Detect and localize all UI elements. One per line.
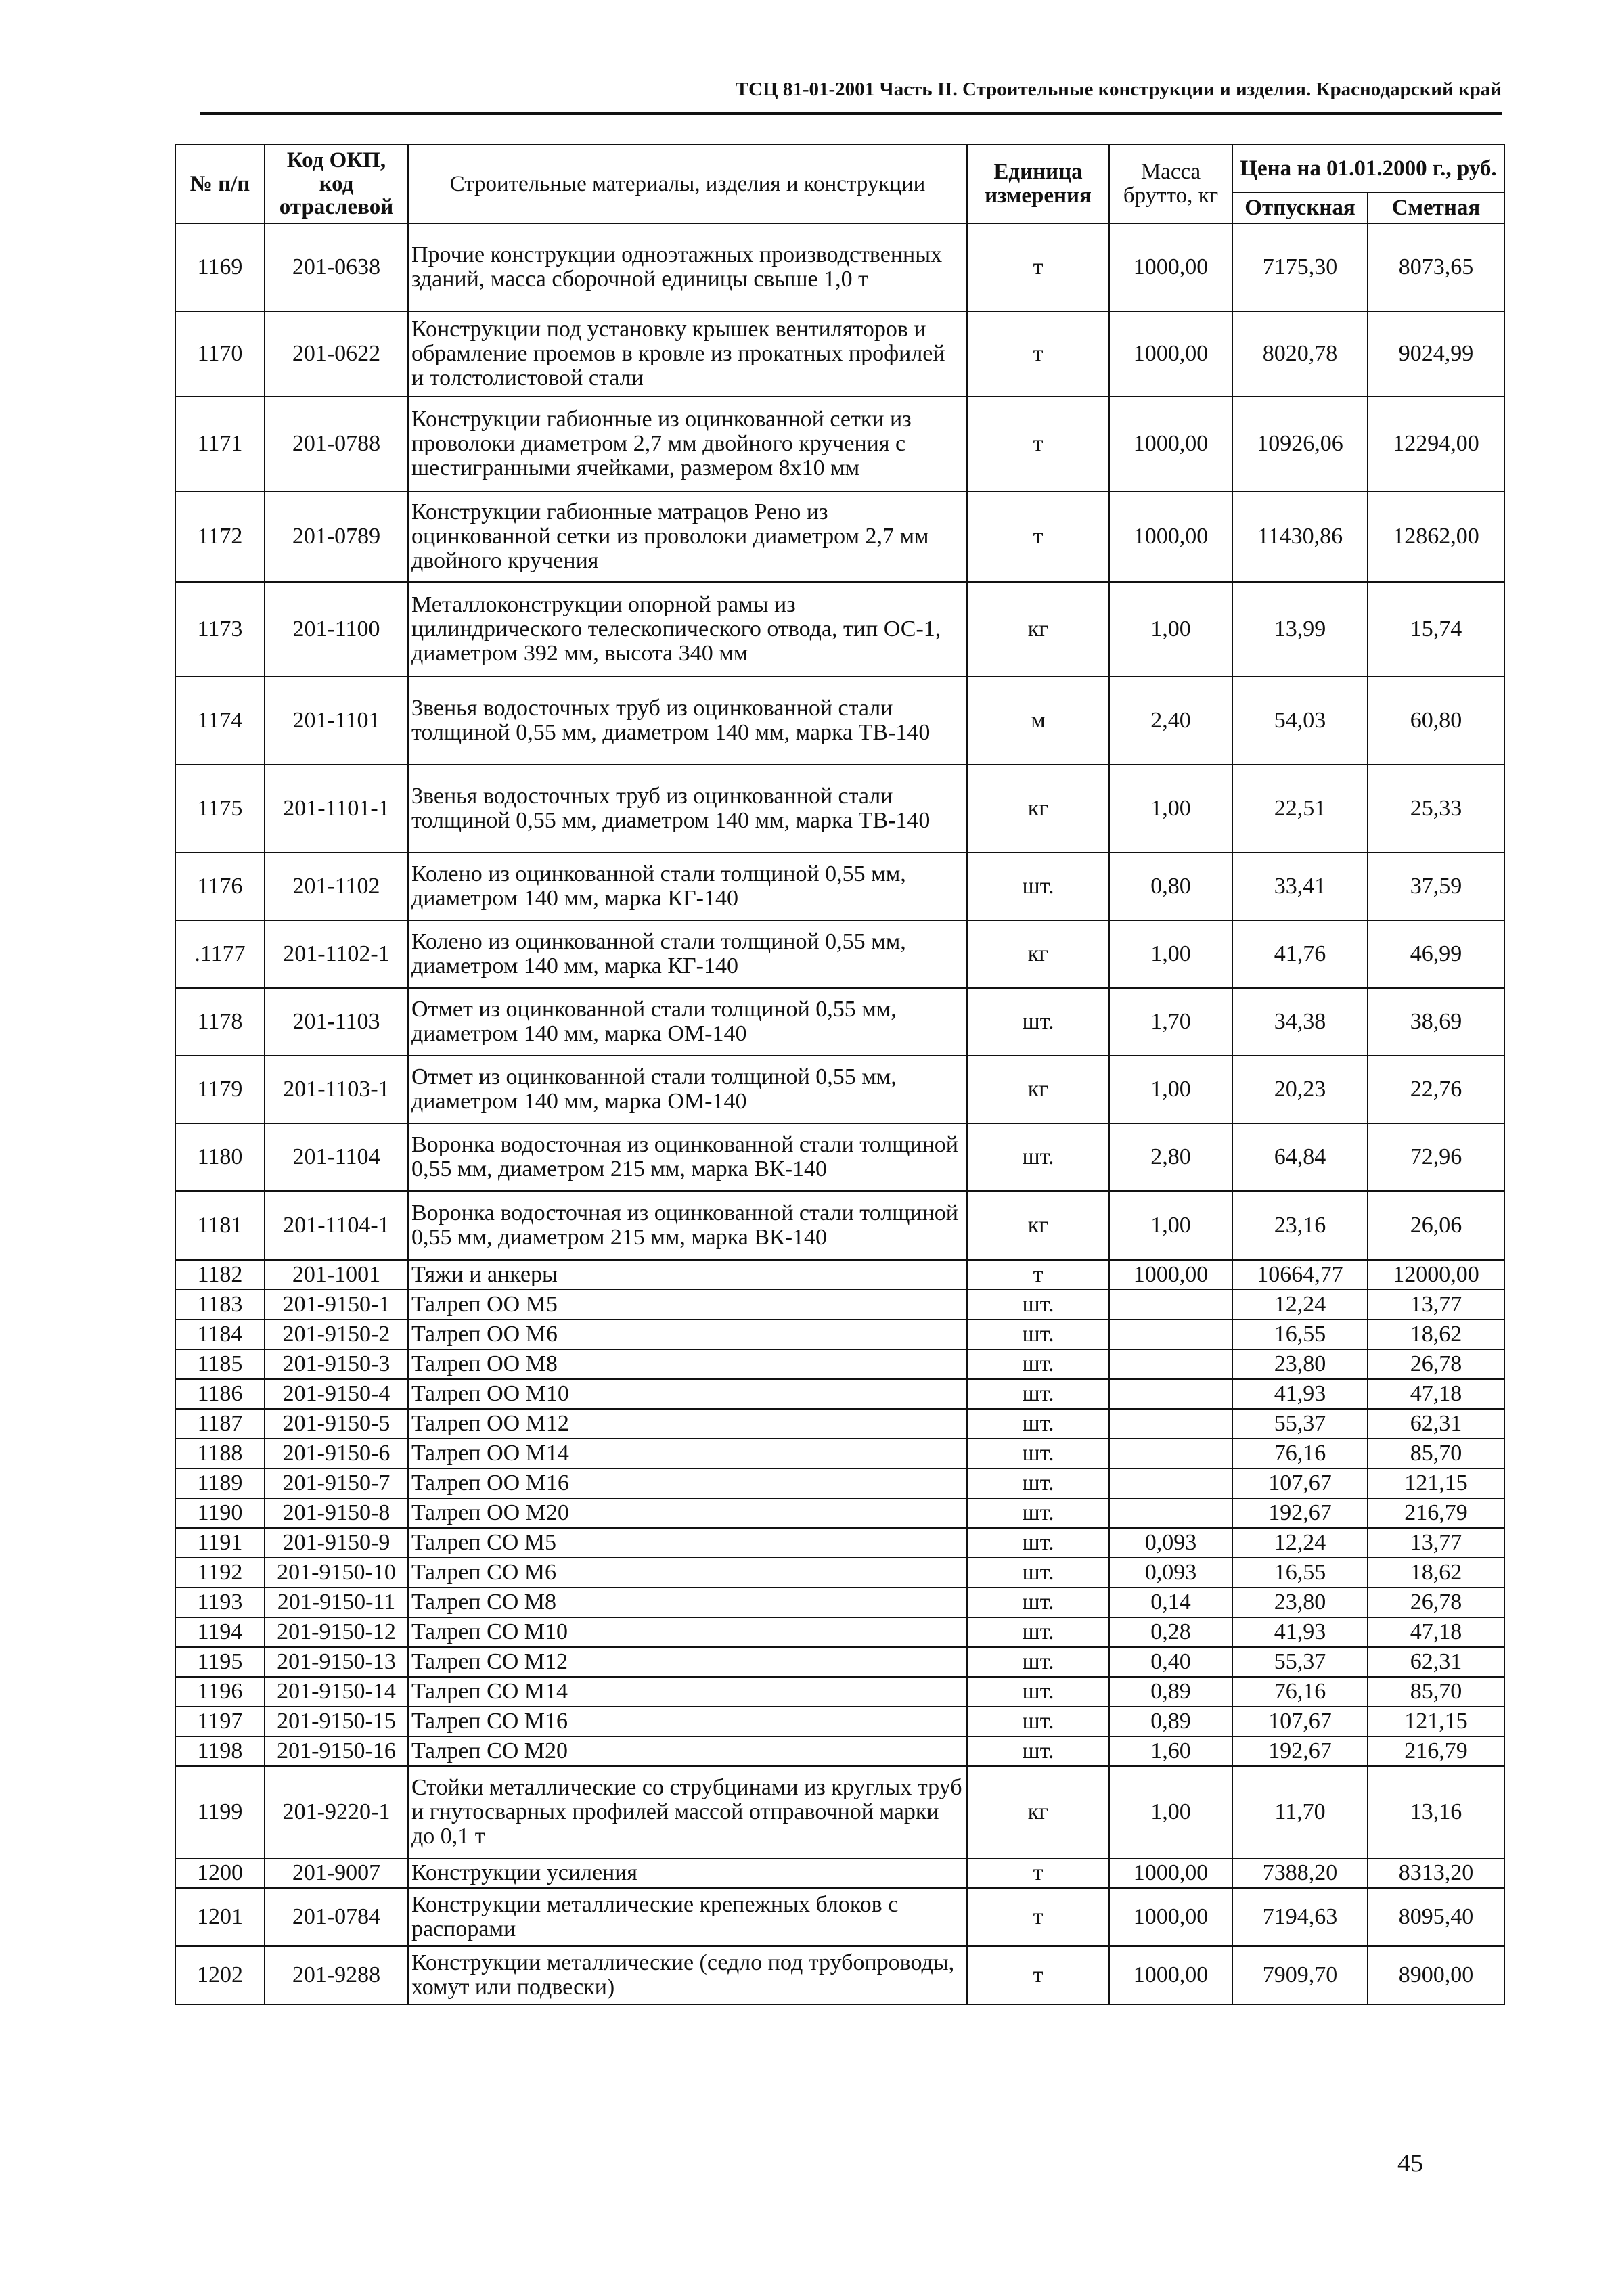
row-release-price-cell: 16,55 <box>1232 1558 1368 1588</box>
row-code-cell: 201-9150-4 <box>265 1379 408 1409</box>
row-name-cell: Талреп ОО М6 <box>408 1320 967 1349</box>
row-name-cell: Конструкции под установку крышек вентиляторов и обрамление проемов в кровле из прокатных профилей и толстолистовой стали <box>408 311 967 397</box>
row-unit-cell: т <box>967 397 1109 491</box>
row-estimate-price-cell: 46,99 <box>1368 920 1504 988</box>
materials-price-table <box>175 144 1505 2005</box>
row-estimate-price-cell: 85,70 <box>1368 1677 1504 1707</box>
row-code-cell: 201-1102 <box>265 853 408 920</box>
row-num-cell: 1192 <box>175 1558 265 1588</box>
row-name-cell: Талреп ОО М5 <box>408 1290 967 1320</box>
row-mass-cell: 0,28 <box>1109 1617 1232 1647</box>
row-estimate-price-cell: 18,62 <box>1368 1320 1504 1349</box>
row-unit-cell: кг <box>967 1766 1109 1858</box>
table-row <box>175 1677 1504 1707</box>
row-unit-cell: шт. <box>967 1409 1109 1439</box>
row-estimate-price-cell: 72,96 <box>1368 1123 1504 1191</box>
table-row <box>175 1349 1504 1379</box>
row-name-cell: Талреп СО М20 <box>408 1736 967 1766</box>
row-num-cell: 1198 <box>175 1736 265 1766</box>
row-mass-cell: 1000,00 <box>1109 1260 1232 1290</box>
row-name-cell: Талреп СО М8 <box>408 1588 967 1617</box>
row-mass-cell: 0,093 <box>1109 1558 1232 1588</box>
row-release-price-cell: 12,24 <box>1232 1290 1368 1320</box>
row-release-price-cell: 107,67 <box>1232 1707 1368 1736</box>
row-num-cell: 1195 <box>175 1647 265 1677</box>
row-name-cell: Конструкции габионные из оцинкованной сетки из проволоки диаметром 2,7 мм двойного кручения с шестигранными ячейками, размером 8х10 мм <box>408 397 967 491</box>
table-row <box>175 397 1504 491</box>
row-unit-cell: кг <box>967 920 1109 988</box>
row-estimate-price-cell: 216,79 <box>1368 1736 1504 1766</box>
header-divider <box>200 112 1502 115</box>
col-header-num: № п/п <box>175 145 265 223</box>
row-code-cell: 201-9150-5 <box>265 1409 408 1439</box>
row-unit-cell: кг <box>967 1191 1109 1260</box>
row-mass-cell: 1000,00 <box>1109 1946 1232 2004</box>
row-unit-cell: м <box>967 677 1109 765</box>
row-num-cell: 1171 <box>175 397 265 491</box>
row-mass-cell <box>1109 1439 1232 1468</box>
row-estimate-price-cell: 13,77 <box>1368 1528 1504 1558</box>
row-unit-cell: шт. <box>967 1588 1109 1617</box>
table-row <box>175 1858 1504 1888</box>
row-release-price-cell: 64,84 <box>1232 1123 1368 1191</box>
row-code-cell: 201-9150-16 <box>265 1736 408 1766</box>
row-release-price-cell: 20,23 <box>1232 1056 1368 1123</box>
row-mass-cell: 0,80 <box>1109 853 1232 920</box>
row-mass-cell: 1,00 <box>1109 765 1232 853</box>
table-row <box>175 1588 1504 1617</box>
row-code-cell: 201-0784 <box>265 1888 408 1946</box>
row-estimate-price-cell: 15,74 <box>1368 582 1504 677</box>
table-row <box>175 1468 1504 1498</box>
row-name-cell: Стойки металлические со струбцинами из круглых труб и гнутосварных профилей массой отправочной марки до 0,1 т <box>408 1766 967 1858</box>
row-estimate-price-cell: 12862,00 <box>1368 491 1504 582</box>
row-estimate-price-cell: 121,15 <box>1368 1707 1504 1736</box>
row-code-cell: 201-9150-11 <box>265 1588 408 1617</box>
row-name-cell: Колено из оцинкованной стали толщиной 0,55 мм, диаметром 140 мм, марка КГ-140 <box>408 853 967 920</box>
row-release-price-cell: 192,67 <box>1232 1498 1368 1528</box>
row-estimate-price-cell: 22,76 <box>1368 1056 1504 1123</box>
row-num-cell: 1182 <box>175 1260 265 1290</box>
row-name-cell: Талреп ОО М12 <box>408 1409 967 1439</box>
row-estimate-price-cell: 18,62 <box>1368 1558 1504 1588</box>
row-mass-cell: 0,89 <box>1109 1677 1232 1707</box>
row-estimate-price-cell: 47,18 <box>1368 1379 1504 1409</box>
table-row <box>175 1946 1504 2004</box>
table-row <box>175 1647 1504 1677</box>
table-row <box>175 1439 1504 1468</box>
row-name-cell: Конструкции металлические (седло под трубопроводы, хомут или подвески) <box>408 1946 967 2004</box>
row-mass-cell: 0,14 <box>1109 1588 1232 1617</box>
row-mass-cell: 1000,00 <box>1109 1858 1232 1888</box>
table-row <box>175 1707 1504 1736</box>
row-release-price-cell: 33,41 <box>1232 853 1368 920</box>
row-code-cell: 201-1103-1 <box>265 1056 408 1123</box>
row-unit-cell: шт. <box>967 1736 1109 1766</box>
row-mass-cell: 1,00 <box>1109 1191 1232 1260</box>
row-release-price-cell: 23,80 <box>1232 1349 1368 1379</box>
row-release-price-cell: 7388,20 <box>1232 1858 1368 1888</box>
row-code-cell: 201-9150-6 <box>265 1439 408 1468</box>
table-row <box>175 1123 1504 1191</box>
row-mass-cell: 1000,00 <box>1109 397 1232 491</box>
table-row <box>175 1617 1504 1647</box>
row-estimate-price-cell: 26,06 <box>1368 1191 1504 1260</box>
row-num-cell: 1179 <box>175 1056 265 1123</box>
row-name-cell: Воронка водосточная из оцинкованной стали толщиной 0,55 мм, диаметром 215 мм, марка ВК-140 <box>408 1191 967 1260</box>
row-release-price-cell: 23,16 <box>1232 1191 1368 1260</box>
row-code-cell: 201-1103 <box>265 988 408 1056</box>
row-code-cell: 201-9150-9 <box>265 1528 408 1558</box>
row-num-cell: 1175 <box>175 765 265 853</box>
row-num-cell: 1202 <box>175 1946 265 2004</box>
table-row <box>175 1056 1504 1123</box>
row-mass-cell: 1,60 <box>1109 1736 1232 1766</box>
row-unit-cell: шт. <box>967 1290 1109 1320</box>
row-code-cell: 201-1001 <box>265 1260 408 1290</box>
row-num-cell: 1169 <box>175 223 265 311</box>
row-estimate-price-cell: 8313,20 <box>1368 1858 1504 1888</box>
row-name-cell: Талреп СО М12 <box>408 1647 967 1677</box>
row-estimate-price-cell: 37,59 <box>1368 853 1504 920</box>
row-estimate-price-cell: 12294,00 <box>1368 397 1504 491</box>
row-release-price-cell: 34,38 <box>1232 988 1368 1056</box>
row-estimate-price-cell: 26,78 <box>1368 1349 1504 1379</box>
row-estimate-price-cell: 60,80 <box>1368 677 1504 765</box>
row-unit-cell: т <box>967 223 1109 311</box>
row-mass-cell <box>1109 1379 1232 1409</box>
col-header-price-group: Цена на 01.01.2000 г., руб. <box>1232 145 1504 192</box>
row-name-cell: Талреп ОО М16 <box>408 1468 967 1498</box>
row-mass-cell: 1,00 <box>1109 1056 1232 1123</box>
row-num-cell: 1186 <box>175 1379 265 1409</box>
table-row <box>175 1888 1504 1946</box>
row-unit-cell: шт. <box>967 1468 1109 1498</box>
row-name-cell: Талреп ОО М8 <box>408 1349 967 1379</box>
row-code-cell: 201-1104-1 <box>265 1191 408 1260</box>
row-unit-cell: шт. <box>967 1617 1109 1647</box>
row-unit-cell: шт. <box>967 1647 1109 1677</box>
row-mass-cell <box>1109 1290 1232 1320</box>
row-name-cell: Тяжи и анкеры <box>408 1260 967 1290</box>
row-name-cell: Конструкции габионные матрацов Рено из оцинкованной сетки из проволоки диаметром 2,7 мм двойного кручения <box>408 491 967 582</box>
row-unit-cell: т <box>967 1858 1109 1888</box>
row-mass-cell <box>1109 1320 1232 1349</box>
row-name-cell: Металлоконструкции опорной рамы из цилиндрического телескопического отвода, тип ОС-1, диаметром 392 мм, высота 340 мм <box>408 582 967 677</box>
table-row <box>175 223 1504 311</box>
row-unit-cell: т <box>967 1888 1109 1946</box>
row-num-cell: 1170 <box>175 311 265 397</box>
row-name-cell: Отмет из оцинкованной стали толщиной 0,55 мм, диаметром 140 мм, марка ОМ-140 <box>408 1056 967 1123</box>
row-estimate-price-cell: 8900,00 <box>1368 1946 1504 2004</box>
row-code-cell: 201-0638 <box>265 223 408 311</box>
row-name-cell: Воронка водосточная из оцинкованной стали толщиной 0,55 мм, диаметром 215 мм, марка ВК-140 <box>408 1123 967 1191</box>
row-code-cell: 201-0788 <box>265 397 408 491</box>
row-mass-cell: 0,093 <box>1109 1528 1232 1558</box>
row-name-cell: Талреп ОО М20 <box>408 1498 967 1528</box>
row-num-cell: 1187 <box>175 1409 265 1439</box>
table-body <box>175 223 1504 2004</box>
row-unit-cell: шт. <box>967 1498 1109 1528</box>
row-release-price-cell: 23,80 <box>1232 1588 1368 1617</box>
row-unit-cell: шт. <box>967 1558 1109 1588</box>
row-estimate-price-cell: 9024,99 <box>1368 311 1504 397</box>
row-estimate-price-cell: 62,31 <box>1368 1647 1504 1677</box>
row-num-cell: .1177 <box>175 920 265 988</box>
row-mass-cell <box>1109 1468 1232 1498</box>
row-num-cell: 1173 <box>175 582 265 677</box>
row-release-price-cell: 7194,63 <box>1232 1888 1368 1946</box>
table-row <box>175 311 1504 397</box>
row-num-cell: 1201 <box>175 1888 265 1946</box>
row-mass-cell <box>1109 1409 1232 1439</box>
row-num-cell: 1174 <box>175 677 265 765</box>
row-code-cell: 201-1102-1 <box>265 920 408 988</box>
col-header-unit: Единица измерения <box>967 145 1109 223</box>
row-mass-cell: 2,40 <box>1109 677 1232 765</box>
table-row <box>175 1528 1504 1558</box>
row-mass-cell <box>1109 1498 1232 1528</box>
row-mass-cell: 1,00 <box>1109 920 1232 988</box>
row-code-cell: 201-1101-1 <box>265 765 408 853</box>
row-release-price-cell: 55,37 <box>1232 1409 1368 1439</box>
row-num-cell: 1191 <box>175 1528 265 1558</box>
row-name-cell: Звенья водосточных труб из оцинкованной стали толщиной 0,55 мм, диаметром 140 мм, марка ТВ-140 <box>408 765 967 853</box>
row-num-cell: 1184 <box>175 1320 265 1349</box>
col-header-release-price: Отпускная <box>1232 192 1368 223</box>
row-release-price-cell: 7909,70 <box>1232 1946 1368 2004</box>
row-num-cell: 1199 <box>175 1766 265 1858</box>
row-name-cell: Талреп СО М16 <box>408 1707 967 1736</box>
row-name-cell: Конструкции усиления <box>408 1858 967 1888</box>
row-num-cell: 1180 <box>175 1123 265 1191</box>
row-unit-cell: т <box>967 311 1109 397</box>
row-code-cell: 201-9150-7 <box>265 1468 408 1498</box>
row-name-cell: Колено из оцинкованной стали толщиной 0,55 мм, диаметром 140 мм, марка КГ-140 <box>408 920 967 988</box>
row-unit-cell: шт. <box>967 1349 1109 1379</box>
row-code-cell: 201-9150-8 <box>265 1498 408 1528</box>
row-code-cell: 201-1101 <box>265 677 408 765</box>
row-release-price-cell: 55,37 <box>1232 1647 1368 1677</box>
table-row <box>175 1736 1504 1766</box>
page-header: ТСЦ 81-01-2001 Часть II. Строительные конструкции и изделия. Краснодарский край <box>735 78 1502 100</box>
row-name-cell: Талреп СО М14 <box>408 1677 967 1707</box>
row-estimate-price-cell: 62,31 <box>1368 1409 1504 1439</box>
table-row <box>175 988 1504 1056</box>
col-header-code: Код ОКП, код отраслевой <box>265 145 408 223</box>
row-estimate-price-cell: 13,77 <box>1368 1290 1504 1320</box>
row-mass-cell: 1000,00 <box>1109 1888 1232 1946</box>
row-release-price-cell: 8020,78 <box>1232 311 1368 397</box>
row-release-price-cell: 54,03 <box>1232 677 1368 765</box>
row-mass-cell: 1000,00 <box>1109 311 1232 397</box>
table-row <box>175 765 1504 853</box>
row-release-price-cell: 10664,77 <box>1232 1260 1368 1290</box>
row-estimate-price-cell: 13,16 <box>1368 1766 1504 1858</box>
row-unit-cell: шт. <box>967 1528 1109 1558</box>
page-number: 45 <box>1397 2149 1423 2178</box>
row-release-price-cell: 41,93 <box>1232 1379 1368 1409</box>
row-mass-cell: 1000,00 <box>1109 491 1232 582</box>
col-header-mass: Масса брутто, кг <box>1109 145 1232 223</box>
table-row <box>175 491 1504 582</box>
row-name-cell: Талреп ОО М10 <box>408 1379 967 1409</box>
row-release-price-cell: 41,93 <box>1232 1617 1368 1647</box>
row-estimate-price-cell: 38,69 <box>1368 988 1504 1056</box>
row-name-cell: Отмет из оцинкованной стали толщиной 0,55 мм, диаметром 140 мм, марка ОМ-140 <box>408 988 967 1056</box>
row-code-cell: 201-0622 <box>265 311 408 397</box>
row-unit-cell: т <box>967 1946 1109 2004</box>
row-release-price-cell: 11430,86 <box>1232 491 1368 582</box>
row-mass-cell: 0,40 <box>1109 1647 1232 1677</box>
row-unit-cell: кг <box>967 582 1109 677</box>
table-row <box>175 1290 1504 1320</box>
row-release-price-cell: 76,16 <box>1232 1439 1368 1468</box>
row-estimate-price-cell: 121,15 <box>1368 1468 1504 1498</box>
row-unit-cell: шт. <box>967 988 1109 1056</box>
row-mass-cell <box>1109 1349 1232 1379</box>
table-row <box>175 853 1504 920</box>
row-estimate-price-cell: 216,79 <box>1368 1498 1504 1528</box>
row-release-price-cell: 22,51 <box>1232 765 1368 853</box>
row-release-price-cell: 192,67 <box>1232 1736 1368 1766</box>
table-row <box>175 582 1504 677</box>
row-num-cell: 1172 <box>175 491 265 582</box>
row-num-cell: 1176 <box>175 853 265 920</box>
row-code-cell: 201-9220-1 <box>265 1766 408 1858</box>
row-name-cell: Конструкции металлические крепежных блоков с распорами <box>408 1888 967 1946</box>
row-num-cell: 1193 <box>175 1588 265 1617</box>
table-row <box>175 1320 1504 1349</box>
row-release-price-cell: 11,70 <box>1232 1766 1368 1858</box>
row-release-price-cell: 16,55 <box>1232 1320 1368 1349</box>
row-code-cell: 201-9150-2 <box>265 1320 408 1349</box>
row-unit-cell: шт. <box>967 1677 1109 1707</box>
row-num-cell: 1188 <box>175 1439 265 1468</box>
row-unit-cell: кг <box>967 765 1109 853</box>
row-name-cell: Талреп СО М5 <box>408 1528 967 1558</box>
row-code-cell: 201-9150-10 <box>265 1558 408 1588</box>
row-name-cell: Талреп СО М10 <box>408 1617 967 1647</box>
row-num-cell: 1194 <box>175 1617 265 1647</box>
table-row <box>175 1379 1504 1409</box>
row-unit-cell: шт. <box>967 1320 1109 1349</box>
row-mass-cell: 1,00 <box>1109 582 1232 677</box>
row-release-price-cell: 13,99 <box>1232 582 1368 677</box>
row-estimate-price-cell: 47,18 <box>1368 1617 1504 1647</box>
table-row <box>175 1558 1504 1588</box>
row-code-cell: 201-9150-13 <box>265 1647 408 1677</box>
row-estimate-price-cell: 12000,00 <box>1368 1260 1504 1290</box>
row-mass-cell: 2,80 <box>1109 1123 1232 1191</box>
row-num-cell: 1196 <box>175 1677 265 1707</box>
row-mass-cell: 1000,00 <box>1109 223 1232 311</box>
row-num-cell: 1197 <box>175 1707 265 1736</box>
row-unit-cell: т <box>967 1260 1109 1290</box>
row-num-cell: 1183 <box>175 1290 265 1320</box>
table-row <box>175 1260 1504 1290</box>
col-header-name: Строительные материалы, изделия и конструкции <box>408 145 967 223</box>
row-code-cell: 201-1100 <box>265 582 408 677</box>
row-release-price-cell: 76,16 <box>1232 1677 1368 1707</box>
row-estimate-price-cell: 8073,65 <box>1368 223 1504 311</box>
row-estimate-price-cell: 8095,40 <box>1368 1888 1504 1946</box>
row-unit-cell: кг <box>967 1056 1109 1123</box>
table-row <box>175 1766 1504 1858</box>
row-unit-cell: шт. <box>967 1123 1109 1191</box>
row-name-cell: Талреп ОО М14 <box>408 1439 967 1468</box>
row-release-price-cell: 10926,06 <box>1232 397 1368 491</box>
row-code-cell: 201-9150-12 <box>265 1617 408 1647</box>
row-unit-cell: шт. <box>967 1707 1109 1736</box>
row-num-cell: 1200 <box>175 1858 265 1888</box>
row-code-cell: 201-9288 <box>265 1946 408 2004</box>
row-unit-cell: шт. <box>967 853 1109 920</box>
row-code-cell: 201-9150-15 <box>265 1707 408 1736</box>
col-header-estimate-price: Сметная <box>1368 192 1504 223</box>
row-unit-cell: т <box>967 491 1109 582</box>
row-mass-cell: 1,70 <box>1109 988 1232 1056</box>
row-estimate-price-cell: 26,78 <box>1368 1588 1504 1617</box>
row-code-cell: 201-1104 <box>265 1123 408 1191</box>
row-unit-cell: шт. <box>967 1379 1109 1409</box>
row-code-cell: 201-9007 <box>265 1858 408 1888</box>
row-name-cell: Талреп СО М6 <box>408 1558 967 1588</box>
table-row <box>175 677 1504 765</box>
table-row <box>175 920 1504 988</box>
row-release-price-cell: 12,24 <box>1232 1528 1368 1558</box>
row-code-cell: 201-9150-14 <box>265 1677 408 1707</box>
row-estimate-price-cell: 85,70 <box>1368 1439 1504 1468</box>
row-release-price-cell: 7175,30 <box>1232 223 1368 311</box>
row-code-cell: 201-9150-3 <box>265 1349 408 1379</box>
row-estimate-price-cell: 25,33 <box>1368 765 1504 853</box>
row-mass-cell: 0,89 <box>1109 1707 1232 1736</box>
row-num-cell: 1189 <box>175 1468 265 1498</box>
row-num-cell: 1181 <box>175 1191 265 1260</box>
row-unit-cell: шт. <box>967 1439 1109 1468</box>
row-release-price-cell: 107,67 <box>1232 1468 1368 1498</box>
row-release-price-cell: 41,76 <box>1232 920 1368 988</box>
row-num-cell: 1178 <box>175 988 265 1056</box>
row-num-cell: 1190 <box>175 1498 265 1528</box>
row-name-cell: Прочие конструкции одноэтажных производственных зданий, масса сборочной единицы свыше 1,0 т <box>408 223 967 311</box>
table-row <box>175 1409 1504 1439</box>
table-row <box>175 1191 1504 1260</box>
table-row <box>175 1498 1504 1528</box>
row-mass-cell: 1,00 <box>1109 1766 1232 1858</box>
row-code-cell: 201-9150-1 <box>265 1290 408 1320</box>
row-code-cell: 201-0789 <box>265 491 408 582</box>
row-name-cell: Звенья водосточных труб из оцинкованной стали толщиной 0,55 мм, диаметром 140 мм, марка ТВ-140 <box>408 677 967 765</box>
row-num-cell: 1185 <box>175 1349 265 1379</box>
